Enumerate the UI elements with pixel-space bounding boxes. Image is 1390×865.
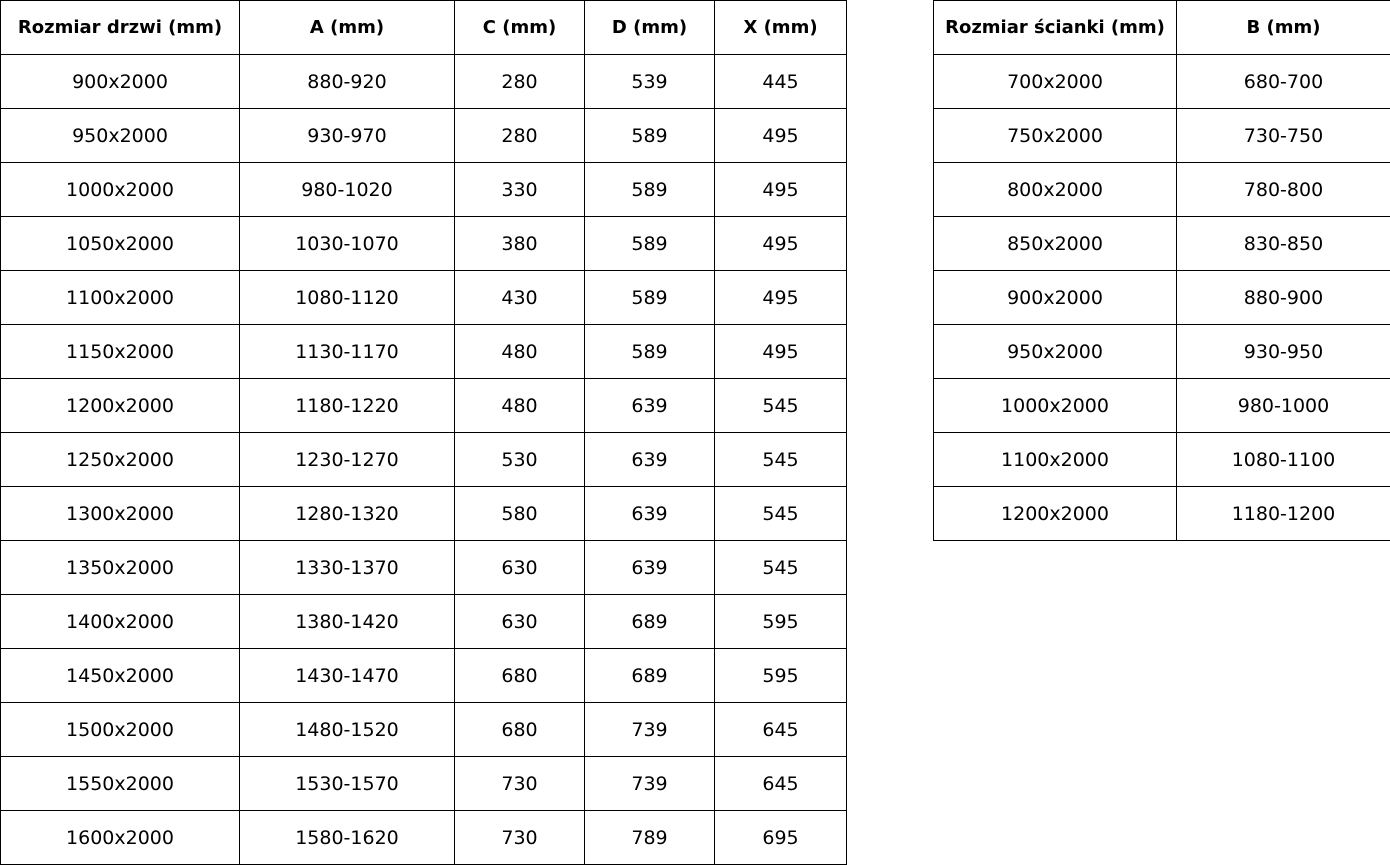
table-cell-value: 645 [715, 703, 847, 757]
table-cell-value: 589 [585, 325, 715, 379]
table-row [1, 325, 847, 379]
table-cell-value: 789 [585, 811, 715, 865]
table-cell-size: 900x2000 [934, 271, 1177, 325]
column-header-a: A (mm) [240, 1, 455, 55]
table-cell-value: 539 [585, 55, 715, 109]
table-cell-value: 680 [455, 649, 585, 703]
table-cell-value: 730-750 [1177, 109, 1390, 163]
table-header-row [1, 1, 847, 55]
table-cell-value: 630 [455, 595, 585, 649]
table-row [1, 811, 847, 865]
table-cell-value: 1080-1120 [240, 271, 455, 325]
table-row [934, 271, 1390, 325]
table-cell-value: 930-970 [240, 109, 455, 163]
table-cell-value: 639 [585, 379, 715, 433]
table-cell-size: 1000x2000 [1, 163, 240, 217]
table-cell-size: 1550x2000 [1, 757, 240, 811]
table-cell-value: 480 [455, 379, 585, 433]
table-row [1, 109, 847, 163]
table-cell-value: 830-850 [1177, 217, 1390, 271]
table-cell-value: 545 [715, 433, 847, 487]
table-row [1, 271, 847, 325]
table-cell-value: 880-900 [1177, 271, 1390, 325]
table-cell-value: 545 [715, 541, 847, 595]
table-cell-size: 1200x2000 [934, 487, 1177, 541]
table-cell-value: 880-920 [240, 55, 455, 109]
table-row [1, 757, 847, 811]
table-cell-size: 1600x2000 [1, 811, 240, 865]
table-cell-value: 380 [455, 217, 585, 271]
table-cell-value: 730 [455, 811, 585, 865]
column-header-b: B (mm) [1177, 1, 1390, 55]
table-header-row [934, 1, 1390, 55]
table-cell-value: 580 [455, 487, 585, 541]
table-cell-size: 800x2000 [934, 163, 1177, 217]
table-row [1, 487, 847, 541]
table-cell-value: 1380-1420 [240, 595, 455, 649]
table-cell-value: 495 [715, 163, 847, 217]
table-cell-value: 689 [585, 649, 715, 703]
table-row [1, 163, 847, 217]
table-cell-value: 1430-1470 [240, 649, 455, 703]
table-row [1, 649, 847, 703]
table-cell-value: 689 [585, 595, 715, 649]
table-cell-size: 1100x2000 [934, 433, 1177, 487]
table-cell-value: 1080-1100 [1177, 433, 1390, 487]
table-cell-size: 900x2000 [1, 55, 240, 109]
table-cell-value: 589 [585, 109, 715, 163]
column-header-wall-size: Rozmiar ścianki (mm) [934, 1, 1177, 55]
table-cell-value: 545 [715, 487, 847, 541]
table-cell-value: 280 [455, 109, 585, 163]
table-cell-value: 1330-1370 [240, 541, 455, 595]
table-row [934, 325, 1390, 379]
table-cell-value: 1130-1170 [240, 325, 455, 379]
table-cell-value: 1030-1070 [240, 217, 455, 271]
table-cell-value: 530 [455, 433, 585, 487]
table-cell-size: 1050x2000 [1, 217, 240, 271]
table-cell-size: 1200x2000 [1, 379, 240, 433]
table-cell-value: 730 [455, 757, 585, 811]
table-row [934, 217, 1390, 271]
table-cell-value: 739 [585, 757, 715, 811]
table-row [1, 703, 847, 757]
table-row [934, 109, 1390, 163]
table-cell-value: 1480-1520 [240, 703, 455, 757]
table-cell-value: 1180-1200 [1177, 487, 1390, 541]
table-cell-value: 645 [715, 757, 847, 811]
table-cell-value: 980-1020 [240, 163, 455, 217]
table-cell-value: 430 [455, 271, 585, 325]
column-header-door-size: Rozmiar drzwi (mm) [1, 1, 240, 55]
table-cell-value: 495 [715, 271, 847, 325]
table-row [934, 163, 1390, 217]
table-row [1, 55, 847, 109]
table-cell-value: 680 [455, 703, 585, 757]
table-cell-value: 695 [715, 811, 847, 865]
table-cell-value: 545 [715, 379, 847, 433]
table-row [1, 217, 847, 271]
table-cell-value: 1580-1620 [240, 811, 455, 865]
table-cell-value: 930-950 [1177, 325, 1390, 379]
table-row [1, 379, 847, 433]
table-cell-size: 700x2000 [934, 55, 1177, 109]
table-cell-size: 1250x2000 [1, 433, 240, 487]
table-row [934, 379, 1390, 433]
table-cell-value: 739 [585, 703, 715, 757]
table-cell-value: 639 [585, 433, 715, 487]
table-cell-size: 1450x2000 [1, 649, 240, 703]
table-cell-size: 1500x2000 [1, 703, 240, 757]
table-cell-size: 1400x2000 [1, 595, 240, 649]
table-cell-value: 589 [585, 271, 715, 325]
table-cell-size: 950x2000 [1, 109, 240, 163]
table-cell-value: 445 [715, 55, 847, 109]
table-cell-value: 639 [585, 541, 715, 595]
wall-dimensions-table [933, 0, 1390, 541]
column-header-c: C (mm) [455, 1, 585, 55]
table-cell-value: 595 [715, 649, 847, 703]
table-cell-value: 1230-1270 [240, 433, 455, 487]
table-cell-size: 1100x2000 [1, 271, 240, 325]
table-cell-size: 1000x2000 [934, 379, 1177, 433]
table-cell-value: 280 [455, 55, 585, 109]
table-row [934, 487, 1390, 541]
table-cell-value: 589 [585, 163, 715, 217]
table-cell-value: 1180-1220 [240, 379, 455, 433]
table-cell-size: 750x2000 [934, 109, 1177, 163]
table-cell-value: 680-700 [1177, 55, 1390, 109]
table-cell-value: 639 [585, 487, 715, 541]
table-cell-value: 480 [455, 325, 585, 379]
table-row [934, 55, 1390, 109]
table-row [1, 541, 847, 595]
table-cell-value: 1280-1320 [240, 487, 455, 541]
table-cell-size: 1350x2000 [1, 541, 240, 595]
table-cell-size: 850x2000 [934, 217, 1177, 271]
table-cell-value: 495 [715, 325, 847, 379]
table-cell-value: 780-800 [1177, 163, 1390, 217]
table-cell-value: 595 [715, 595, 847, 649]
table-row [934, 433, 1390, 487]
table-cell-value: 495 [715, 109, 847, 163]
column-header-d: D (mm) [585, 1, 715, 55]
table-cell-value: 589 [585, 217, 715, 271]
table-cell-value: 630 [455, 541, 585, 595]
table-cell-size: 1150x2000 [1, 325, 240, 379]
table-cell-size: 950x2000 [934, 325, 1177, 379]
table-row [1, 433, 847, 487]
table-row [1, 595, 847, 649]
column-header-x: X (mm) [715, 1, 847, 55]
table-cell-value: 1530-1570 [240, 757, 455, 811]
table-cell-value: 495 [715, 217, 847, 271]
table-cell-value: 980-1000 [1177, 379, 1390, 433]
table-cell-size: 1300x2000 [1, 487, 240, 541]
table-cell-value: 330 [455, 163, 585, 217]
